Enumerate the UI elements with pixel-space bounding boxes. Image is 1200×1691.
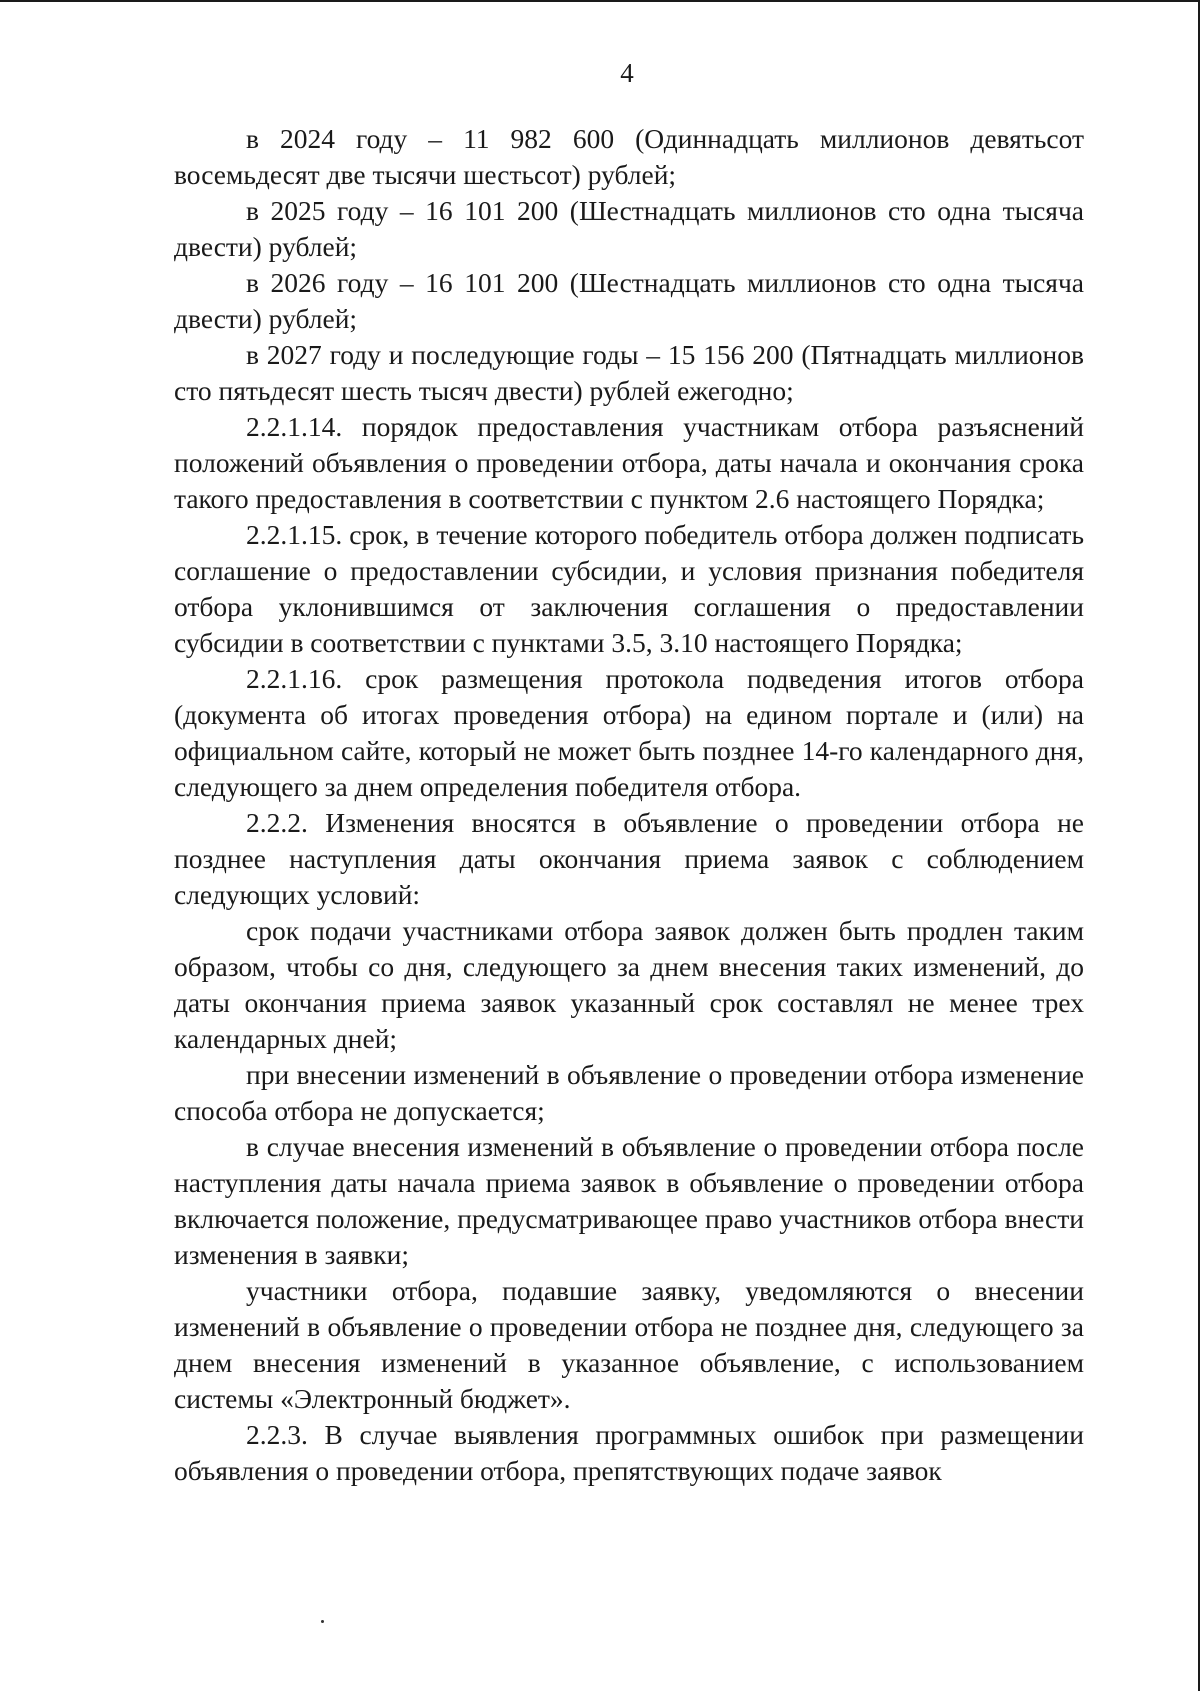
- paragraph-clause-2-2-1-16: 2.2.1.16. срок размещения протокола подведения итогов отбора (документа об итогах проведения отбора) на едином портале и (или) на официальном сайте, который не может быть позднее 14-го календарного дня, следующего за днем определения победителя отбора.: [174, 663, 1084, 802]
- paragraph-2026-funding: в 2026 году – 16 101 200 (Шестнадцать миллионов сто одна тысяча двести) рублей;: [174, 267, 1084, 334]
- scan-speck: [321, 1620, 324, 1623]
- paragraph-2027-funding: в 2027 году и последующие годы – 15 156 200 (Пятнадцать миллионов сто пятьдесят шесть тысяч двести) рублей ежегодно;: [174, 339, 1084, 406]
- page-number: 4: [620, 58, 634, 88]
- paragraph-clause-2-2-1-15: 2.2.1.15. срок, в течение которого победитель отбора должен подписать соглашение о предоставлении субсидии, и условия признания победителя отбора уклонившимся от заключения соглашения о предоставлении субсидии в соответствии с пунктами 3.5, 3.10 настоящего Порядка;: [174, 519, 1084, 658]
- paragraph-clause-2-2-3: 2.2.3. В случае выявления программных ошибок при размещении объявления о проведении отбора, препятствующих подаче заявок: [174, 1419, 1084, 1486]
- paragraph-clause-2-2-1-14: 2.2.1.14. порядок предоставления участникам отбора разъяснений положений объявления о проведении отбора, даты начала и окончания срока такого предоставления в соответствии с пунктом 2.6 настоящего Порядка;: [174, 411, 1084, 514]
- paragraph-2025-funding: в 2025 году – 16 101 200 (Шестнадцать миллионов сто одна тысяча двести) рублей;: [174, 195, 1084, 262]
- paragraph-condition-amendments: в случае внесения изменений в объявление о проведении отбора после наступления даты начала приема заявок в объявление о проведении отбора включается положение, предусматривающее право участников отбора внести изменения в заявки;: [174, 1131, 1084, 1270]
- paragraph-2024-funding: в 2024 году – 11 982 600 (Одиннадцать миллионов девятьсот восемьдесят две тысячи шестьсот) рублей;: [174, 123, 1084, 190]
- document-body: [174, 121, 1084, 1489]
- paragraph-clause-2-2-2: 2.2.2. Изменения вносятся в объявление о проведении отбора не позднее наступления даты окончания приема заявок с соблюдением следующих условий:: [174, 807, 1084, 910]
- paragraph-condition-method: при внесении изменений в объявление о проведении отбора изменение способа отбора не допускается;: [174, 1059, 1084, 1126]
- paragraph-condition-notification: участники отбора, подавшие заявку, уведомляются о внесении изменений в объявление о проведении отбора не позднее дня, следующего за днем внесения изменений в указанное объявление, с использованием системы «Электронный бюджет».: [174, 1275, 1084, 1414]
- scan-border-top: [0, 0, 1200, 2]
- paragraph-condition-deadline: срок подачи участниками отбора заявок должен быть продлен таким образом, чтобы со дня, следующего за днем внесения таких изменений, до даты окончания приема заявок указанный срок составлял не менее трех календарных дней;: [174, 915, 1084, 1054]
